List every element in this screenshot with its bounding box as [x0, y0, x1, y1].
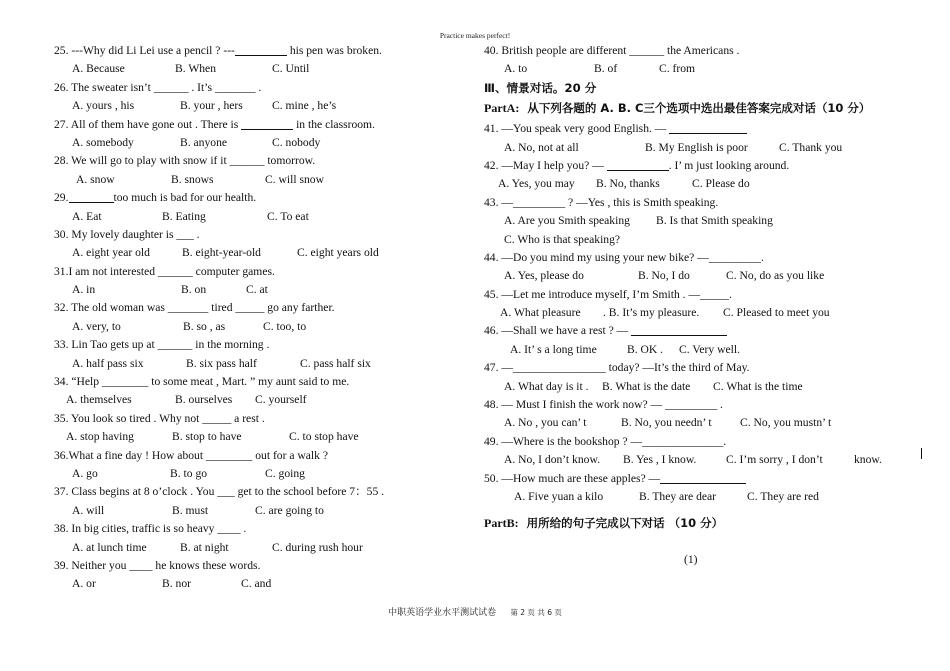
question-text: 33. Lin Tao gets up at ______ in the morning . [54, 338, 270, 352]
question-text: 44. —Do you mind my using your new bike? —_________. [484, 250, 764, 264]
question-q47 [484, 359, 924, 377]
answer-option: A. Yes, please do [504, 269, 584, 283]
answer-option: B. at night [180, 540, 229, 554]
question-q33 [54, 336, 464, 354]
answer-option: C. To eat [267, 209, 309, 223]
question-text: 29. [54, 191, 69, 205]
answer-option: A. stop having [66, 430, 134, 444]
question-q36 [54, 447, 464, 465]
options-q25o [54, 60, 464, 78]
answer-option: A. snow [76, 172, 115, 186]
answer-option: A. at lunch time [72, 540, 147, 554]
question-text: 43. —_________ ? —Yes , this is Smith speaking. [484, 195, 719, 209]
answer-option: C. eight years old [297, 246, 379, 260]
question-q48 [484, 396, 924, 414]
answer-option: C. will snow [265, 172, 324, 186]
question-text: 35. You look so tired . Why not _____ a rest . [54, 411, 265, 425]
question-text: 32. The old woman was _______ tired _____ go any farther. [54, 301, 335, 315]
question-q26 [54, 79, 464, 97]
part-label: PartA: [484, 101, 520, 116]
answer-option: . B. It’s my pleasure. [603, 306, 700, 320]
answer-option: A. Are you Smith speaking [504, 214, 630, 228]
answer-option: know. [854, 453, 882, 467]
answer-blank[interactable] [69, 190, 114, 203]
answer-option: A. in [72, 283, 96, 297]
answer-option: C. during rush hour [272, 540, 363, 554]
question-q34 [54, 373, 464, 391]
answer-option: C. yourself [255, 393, 307, 407]
question-text: 34. “Help ________ to some meat , Mart. ” my aunt said to me. [54, 375, 350, 389]
answer-option: C. What is the time [713, 379, 803, 393]
question-q31 [54, 263, 464, 281]
section-title: Ⅲ、情景对话。20 分 [484, 80, 597, 95]
answer-option: A. go [72, 466, 98, 480]
answer-option: A. somebody [72, 135, 134, 149]
answer-option: C. Until [272, 62, 310, 76]
answer-option: C. Very well. [679, 342, 740, 356]
question-text: 48. — Must I finish the work now? — _________ . [484, 398, 723, 412]
answer-option: C. Who is that speaking? [504, 232, 621, 246]
options-q43o [484, 212, 924, 230]
answer-option: C. No, do as you like [726, 269, 825, 283]
answer-blank[interactable] [660, 471, 746, 484]
question-q45 [484, 286, 924, 304]
answer-option: C. Pleased to meet you [723, 306, 830, 320]
question-text: 25. ---Why did Li Lei use a pencil ? --- [54, 44, 235, 57]
question-q40 [484, 42, 924, 60]
question-q46 [484, 322, 924, 340]
answer-option: B. My English is poor [645, 140, 748, 154]
answer-option: C. Thank you [779, 140, 843, 154]
section-heading [484, 79, 924, 97]
answer-option: B. of [594, 62, 618, 76]
part-label: PartB: [484, 516, 519, 531]
answer-option: B. anyone [180, 135, 228, 149]
question-q38 [54, 520, 464, 538]
question-q49 [484, 433, 924, 451]
answer-option: B. No, you needn’ t [621, 416, 712, 430]
question-q37 [54, 483, 464, 501]
answer-option: C. Please do [692, 177, 750, 191]
question-q25 [54, 42, 464, 60]
answer-option: A. themselves [66, 393, 132, 407]
answer-option: A. very, to [72, 319, 121, 333]
answer-option: A. No , you can’ t [504, 416, 587, 430]
options-q48o [484, 414, 924, 432]
question-text: 31.I am not interested ______ computer games. [54, 264, 275, 278]
question-text: 27. All of them have gone out . There is [54, 117, 242, 131]
answer-option: B. What is the date [602, 379, 691, 393]
question-q43 [484, 194, 924, 212]
answer-option: C. too, to [263, 319, 307, 333]
options-q37o [54, 502, 464, 520]
question-text: 28. We will go to play with snow if it ______ tomorrow. [54, 154, 316, 168]
options-q26o [54, 97, 464, 115]
question-text: 50. —How much are these apples? — [484, 471, 661, 485]
question-q35 [54, 410, 464, 428]
right-column [484, 42, 924, 535]
question-q29 [54, 189, 464, 207]
answer-option: A. or [72, 577, 96, 591]
question-text: 38. In big cities, traffic is so heavy ____ . [54, 522, 247, 536]
question-text: in the classroom. [293, 117, 375, 131]
question-q30 [54, 226, 464, 244]
answer-option: A. will [72, 503, 105, 517]
options-q50o [484, 488, 924, 506]
answer-option: B. your , hers [180, 99, 243, 113]
options-q39o [54, 575, 464, 593]
footer-title: 中职英语学业水平测试试卷 [388, 608, 497, 618]
answer-option: A. No, I don’t know. [504, 453, 600, 467]
page-header: Practice makes perfect! [439, 31, 511, 40]
part-heading-partA [484, 97, 924, 120]
answer-option: B. OK . [627, 342, 664, 356]
answer-option: C. at [246, 283, 268, 297]
question-q32 [54, 299, 464, 317]
answer-option: A. Yes, you may [498, 177, 575, 191]
answer-option: B. stop to have [172, 430, 242, 444]
question-text: 45. —Let me introduce myself, I’m Smith . —_____. [484, 287, 732, 301]
answer-option: C. are going to [255, 503, 324, 517]
question-text: 47. —________________ today? —It’s the third of May. [484, 361, 750, 375]
answer-option: C. No, you mustn’ t [740, 416, 832, 430]
options-q27o [54, 134, 464, 152]
margin-mark [921, 448, 922, 459]
question-text: 39. Neither you ____ he knows these words. [54, 558, 261, 572]
options-q43o2 [484, 231, 924, 249]
question-text: . I’ m just looking around. [668, 158, 790, 172]
options-q35o [54, 428, 464, 446]
answer-option: B. Yes , I know. [623, 453, 697, 467]
options-q46o [484, 341, 924, 359]
question-text: too much is bad for our health. [113, 191, 257, 205]
options-q33o [54, 355, 464, 373]
answer-option: B. No, thanks [596, 177, 660, 191]
question-q39 [54, 557, 464, 575]
question-text: 46. —Shall we have a rest ? — [484, 324, 632, 338]
options-q30o [54, 244, 464, 262]
answer-option: C. to stop have [289, 430, 359, 444]
answer-option: C. from [659, 62, 696, 76]
answer-option: B. Eating [162, 209, 206, 223]
left-column [54, 42, 464, 594]
question-text: 42. —May I help you? — [484, 158, 607, 172]
options-q28o [54, 171, 464, 189]
answer-option: B. so , as [183, 319, 226, 333]
answer-option: C. nobody [272, 135, 321, 149]
answer-option: A. half pass six [72, 356, 144, 370]
answer-blank[interactable] [631, 323, 727, 336]
answer-option: C. pass half six [300, 356, 371, 370]
answer-option: A. What day is it . [504, 379, 589, 393]
options-q42o [484, 175, 924, 193]
answer-option: B. six pass half [186, 356, 257, 370]
options-q40o [484, 60, 924, 78]
question-text: 41. —You speak very good English. — [484, 122, 670, 136]
part-instruction: 从下列各题的 A. B. C三个选项中选出最佳答案完成对话（10 分） [527, 101, 871, 116]
options-q32o [54, 318, 464, 336]
answer-blank[interactable] [241, 117, 293, 130]
options-q38o [54, 539, 464, 557]
answer-option: C. going [265, 466, 305, 480]
question-text: 36.What a fine day ! How about ________ out for a walk ? [54, 448, 328, 462]
answer-option: A. No, not at all [504, 140, 579, 154]
answer-option: A. What pleasure [500, 306, 581, 320]
options-q45o [484, 304, 924, 322]
options-q47o [484, 378, 924, 396]
question-text: his pen was broken. [286, 44, 382, 57]
answer-blank[interactable] [669, 121, 747, 134]
footer-page-number: 第 2 页 共 6 页 [510, 608, 562, 617]
answer-option: C. I’m sorry , I don’t [726, 453, 823, 467]
question-q42 [484, 157, 924, 175]
answer-option: A. Five yuan a kilo [514, 489, 604, 503]
answer-option: B. When [175, 62, 217, 76]
answer-option: C. mine , he’s [272, 99, 337, 113]
question-q50 [484, 470, 924, 488]
options-q36o [54, 465, 464, 483]
answer-option: C. and [241, 577, 272, 591]
question-text: 30. My lovely daughter is ___ . [54, 227, 200, 241]
options-q34o [54, 391, 464, 409]
options-q44o [484, 267, 924, 285]
question-q27 [54, 116, 464, 134]
question-text: 40. British people are different ______ the Americans . [484, 44, 740, 57]
answer-blank[interactable] [607, 158, 669, 171]
answer-option: B. ourselves [175, 393, 233, 407]
options-q29o [54, 208, 464, 226]
answer-option: A. yours , his [72, 99, 135, 113]
answer-option: A. to [504, 62, 528, 76]
options-q49o [484, 451, 924, 469]
question-text: 37. Class begins at 8 o’clock . You ___ get to the school before 7：55 . [54, 485, 385, 499]
answer-option: B. eight-year-old [182, 246, 261, 260]
page-marker: (1) [684, 553, 698, 566]
answer-option: B. must [172, 503, 209, 517]
answer-option: A. eight year old [72, 246, 150, 260]
answer-option: A. It’ s a long time [510, 342, 597, 356]
answer-option: B. nor [162, 577, 191, 591]
question-q41 [484, 120, 924, 138]
answer-option: A. Because [72, 62, 125, 76]
question-q44 [484, 249, 924, 267]
question-text: 26. The sweater isn’t ______ . It’s _______ . [54, 80, 262, 94]
answer-option: A. Eat [72, 209, 102, 223]
answer-option: B. No, I do [638, 269, 690, 283]
question-q28 [54, 152, 464, 170]
part-instruction: 用所给的句子完成以下对话 （10 分） [526, 516, 724, 531]
answer-option: B. to go [170, 466, 208, 480]
answer-option: B. They are dear [639, 489, 717, 503]
question-text: 49. —Where is the bookshop ? —______________. [484, 434, 727, 448]
options-q31o [54, 281, 464, 299]
page-footer [0, 605, 950, 618]
answer-option: B. snows [171, 172, 214, 186]
part-heading-partB [484, 512, 924, 535]
answer-blank[interactable] [235, 43, 287, 56]
answer-option: C. They are red [747, 489, 819, 503]
options-q41o [484, 139, 924, 157]
answer-option: B. on [181, 283, 207, 297]
answer-option: B. Is that Smith speaking [656, 214, 773, 228]
